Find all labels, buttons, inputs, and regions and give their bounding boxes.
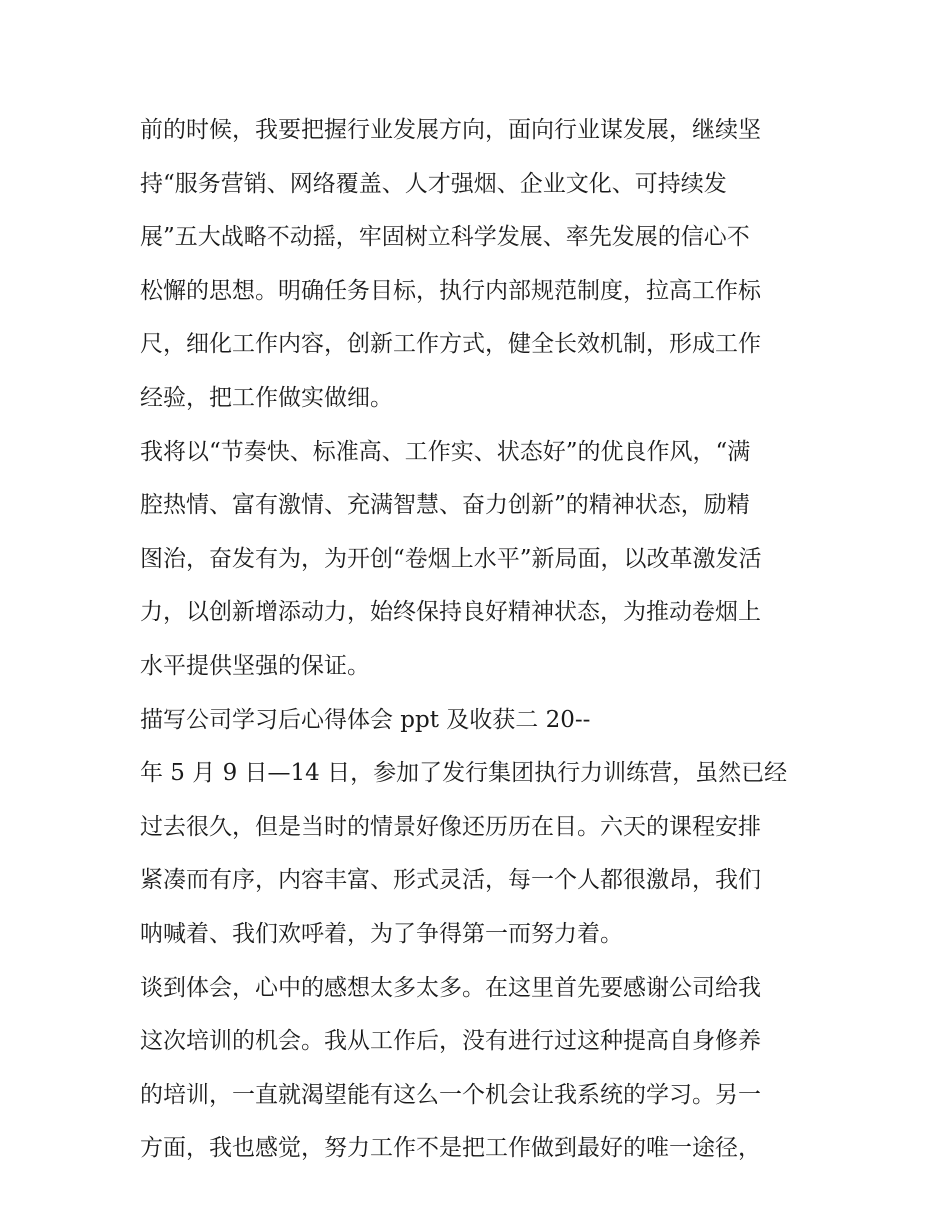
text-line: 方面，我也感觉，努力工作不是把工作做到最好的唯一途径， [140,1135,761,1162]
text-line: 的培训，一直就渴望能有这么一个机会让我系统的学习。另一 [140,1081,761,1108]
text-line: 我将以“节奏快、标准高、工作实、状态好”的优良作风，“满 [140,438,751,465]
document-body [140,104,820,1176]
text-line: 力，以创新增添动力，始终保持良好精神状态，为推动卷烟上 [140,599,761,626]
text-line: 谈到体会，心中的感想太多太多。在这里首先要感谢公司给我 [140,974,761,1001]
text-line: 尺，细化工作内容，创新工作方式，健全长效机制，形成工作 [140,331,761,358]
text-line: 水平提供坚强的保证。 [140,652,370,679]
text-line: 这次培训的机会。我从工作后，没有进行过这种提高自身修养 [140,1028,761,1055]
text-line: 松懈的思想。明确任务目标，执行内部规范制度，拉高工作标 [140,277,761,304]
text-line: 过去很久，但是当时的情景好像还历历在目。六天的课程安排 [140,813,761,840]
text-line: 紧凑而有序，内容丰富、形式灵活，每一个人都很激昂，我们 [140,867,761,894]
text-line: 图治，奋发有为，为开创“卷烟上水平”新局面，以改革激发活 [140,545,762,572]
text-line: 经验，把工作做实做细。 [140,384,393,411]
text-line: 年 5 月 9 日—14 日，参加了发行集团执行力训练营，虽然已经 [140,760,788,787]
text-line: 持“服务营销、网络覆盖、人才强烟、企业文化、可持续发 [140,170,727,197]
text-line: 呐喊着、我们欢呼着，为了争得第一而努力着。 [140,920,623,947]
section-heading: 描写公司学习后心得体会 ppt 及收获二 20-- [140,706,591,733]
text-line: 腔热情、富有激情、充满智慧、奋力创新”的精神状态，励精 [140,492,750,519]
text-line: 展”五大战略不动摇，牢固树立科学发展、率先发展的信心不 [140,224,750,251]
text-line: 前的时候，我要把握行业发展方向，面向行业谋发展，继续坚 [140,117,761,143]
